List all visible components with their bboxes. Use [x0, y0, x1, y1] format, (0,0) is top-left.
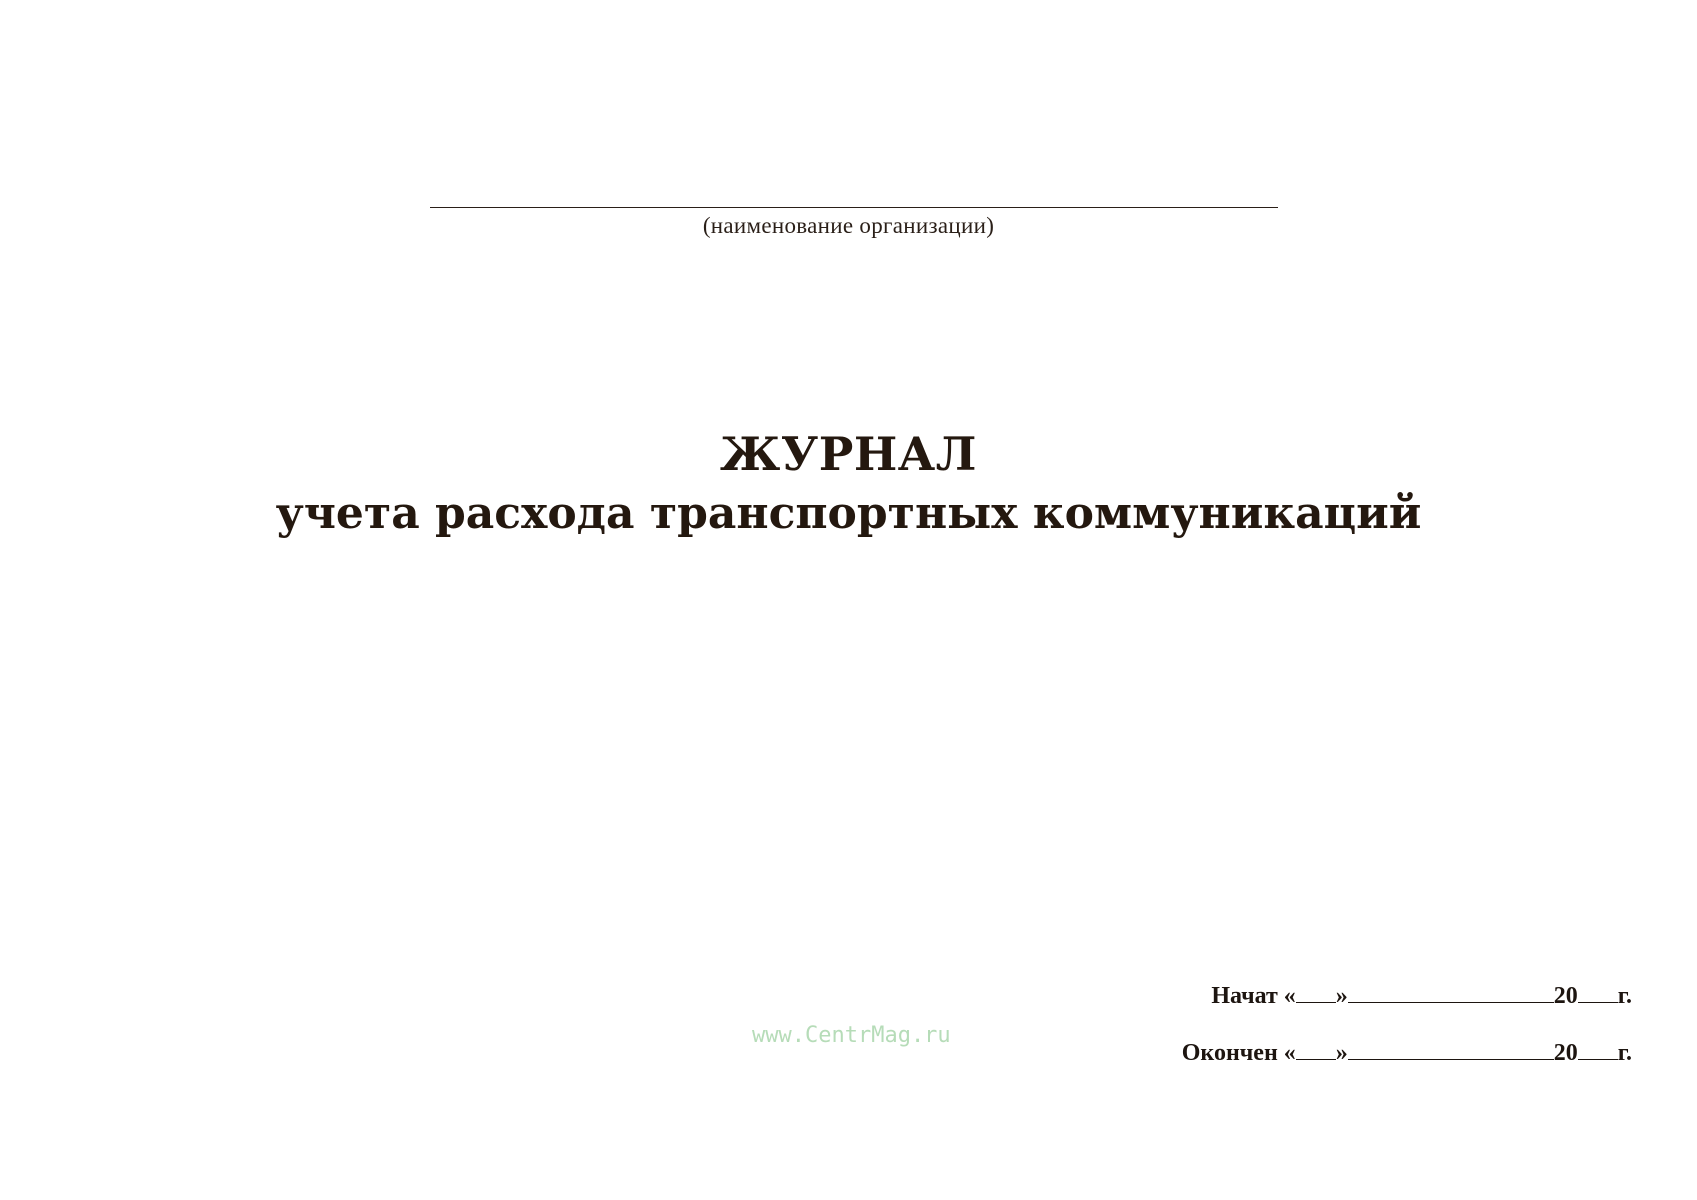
end-label: Окончен — [1181, 1040, 1278, 1066]
start-label: Начат — [1211, 983, 1278, 1009]
end-century: 20 — [1553, 1040, 1578, 1066]
start-century: 20 — [1553, 983, 1578, 1009]
start-month-blank — [1348, 1001, 1554, 1003]
end-close-quote: » — [1335, 1040, 1348, 1066]
organization-caption: (наименование организации) — [702, 213, 995, 238]
start-year-blank — [1578, 1001, 1618, 1003]
journal-title: ЖУРНАЛ — [720, 427, 977, 481]
end-date-row — [1182, 1040, 1632, 1067]
end-year-blank — [1578, 1058, 1618, 1060]
start-close-quote: » — [1335, 983, 1348, 1009]
start-year-suffix: г. — [1617, 983, 1632, 1009]
journal-subtitle: учета расхода транспортных коммуникаций — [275, 488, 1422, 539]
end-open-quote: « — [1283, 1040, 1296, 1066]
watermark-text: www.CentrMag.ru — [752, 1023, 951, 1048]
start-day-blank — [1296, 1001, 1336, 1003]
start-date-row — [1211, 983, 1632, 1010]
end-year-suffix: г. — [1617, 1040, 1632, 1066]
end-month-blank — [1348, 1058, 1554, 1060]
organization-name-line — [430, 207, 1278, 208]
end-day-blank — [1296, 1058, 1336, 1060]
start-open-quote: « — [1283, 983, 1296, 1009]
